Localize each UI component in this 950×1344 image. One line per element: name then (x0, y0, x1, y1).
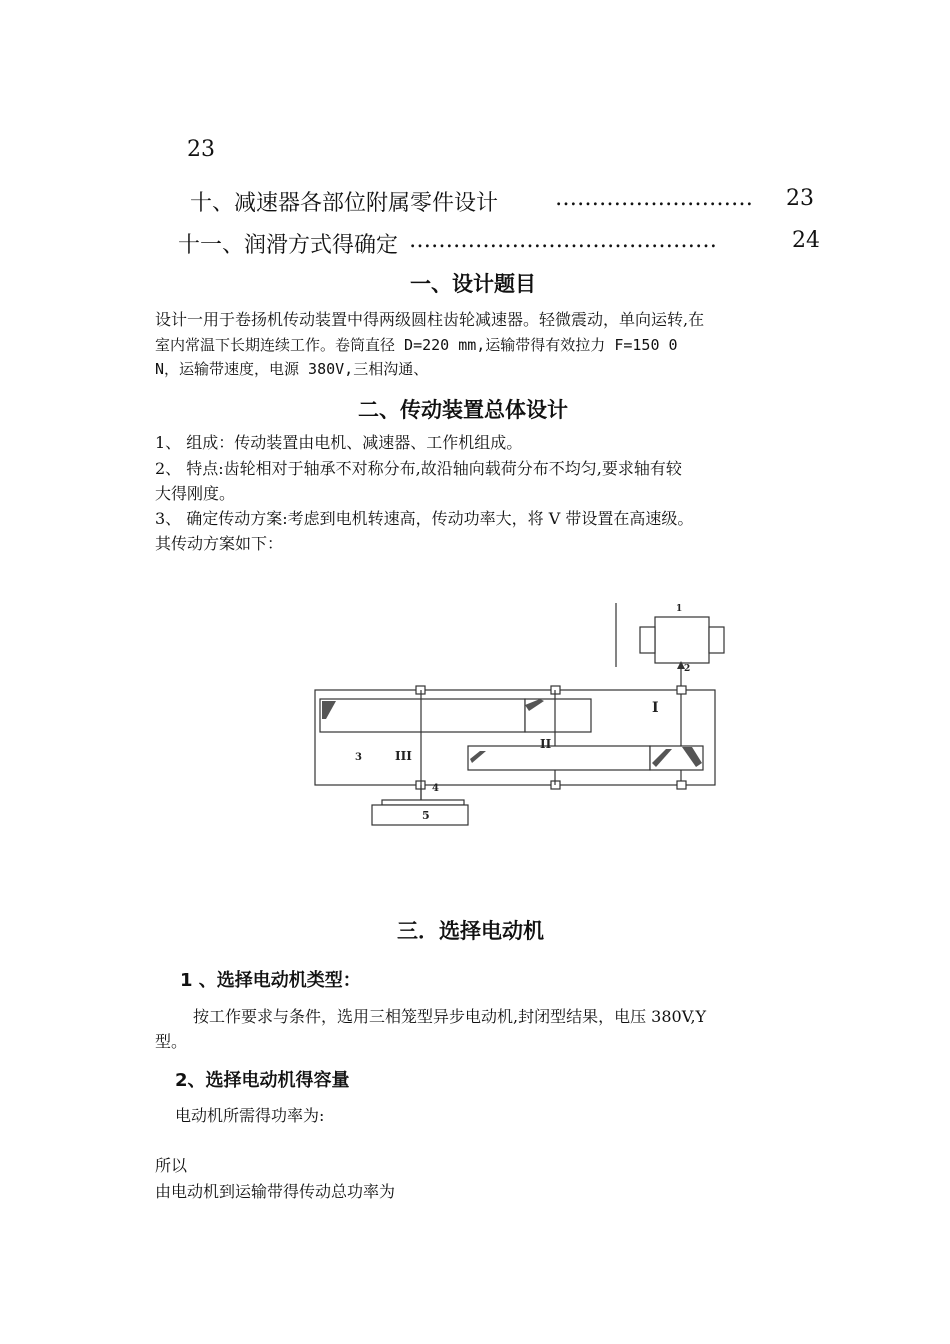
label-4: 4 (432, 783, 439, 794)
toc-item-11-label: 十一、润滑方式得确定 (178, 233, 399, 258)
toc-item-10-dots: ……………………… (555, 186, 753, 211)
high-speed-gear (468, 746, 650, 770)
drum-5 (372, 805, 468, 825)
section-3-para-2: 电动机所需得功率为: (175, 1106, 325, 1125)
toc-item-10-label: 十、减速器各部位附属零件设计 (190, 191, 499, 216)
section-1-line-3: N，运输带速度，电源 380V,三相沟通、 (155, 360, 429, 378)
low-speed-gear (320, 699, 525, 732)
bearing-bottom-right (677, 781, 686, 789)
section-1-title: 一、设计题目 (410, 272, 536, 296)
motor-left-bearing (640, 627, 655, 653)
label-1: 1 (676, 604, 683, 614)
toc-page-continuation: 23 (187, 137, 215, 162)
section-3-sub-2: 2、选择电动机得容量 (175, 1070, 350, 1091)
section-3-suoyi: 所以 (155, 1156, 188, 1175)
section-2-item-3a: 3、 确定传动方案:考虑到电机转速高，传动功率大，将 V 带设置在高速级。 (155, 509, 694, 528)
motor-body (655, 617, 709, 663)
section-3-sub-1: 1 、选择电动机类型： (180, 970, 361, 991)
section-3-title: 三．选择电动机 (397, 919, 544, 943)
label-shaft-II: II (540, 737, 552, 751)
label-shaft-I: I (652, 700, 659, 716)
transmission-scheme-diagram (300, 595, 730, 880)
label-shaft-III: III (395, 749, 412, 763)
label-3: 3 (355, 752, 362, 763)
bearing-top-right (677, 686, 686, 694)
section-2-title: 二、传动装置总体设计 (358, 398, 568, 422)
section-1-line-2: 室内常温下长期连续工作。卷筒直径 D=220 mm,运输带得有效拉力 F=150 0 (155, 336, 678, 354)
label-5: 5 (422, 809, 430, 822)
toc-item-10-page: 23 (786, 186, 814, 211)
label-2: 2 (684, 664, 691, 674)
section-2-item-3b: 其传动方案如下： (155, 534, 284, 553)
section-2-item-2a: 2、 特点:齿轮相对于轴承不对称分布,故沿轴向载荷分布不均匀,要求轴有较 (155, 459, 682, 478)
motor-right-bearing (709, 627, 724, 653)
section-3-para-3: 由电动机到运输带得传动总功率为 (155, 1182, 396, 1201)
section-3-para-1b: 型。 (155, 1032, 188, 1051)
section-3-para-1a: 按工作要求与条件，选用三相笼型异步电动机,封闭型结果，电压 380V,Y (193, 1007, 707, 1026)
toc-item-11-page: 24 (792, 228, 820, 253)
coupling (382, 800, 464, 805)
section-1-line-1: 设计一用于卷扬机传动装置中得两级圆柱齿轮减速器。轻微震动，单向运转,在 (155, 310, 705, 329)
section-2-item-1: 1、 组成：传动装置由电机、减速器、工作机组成。 (155, 433, 523, 452)
section-2-item-2b: 大得刚度。 (155, 484, 236, 503)
toc-item-11-dots: …………………………………… (409, 228, 717, 253)
